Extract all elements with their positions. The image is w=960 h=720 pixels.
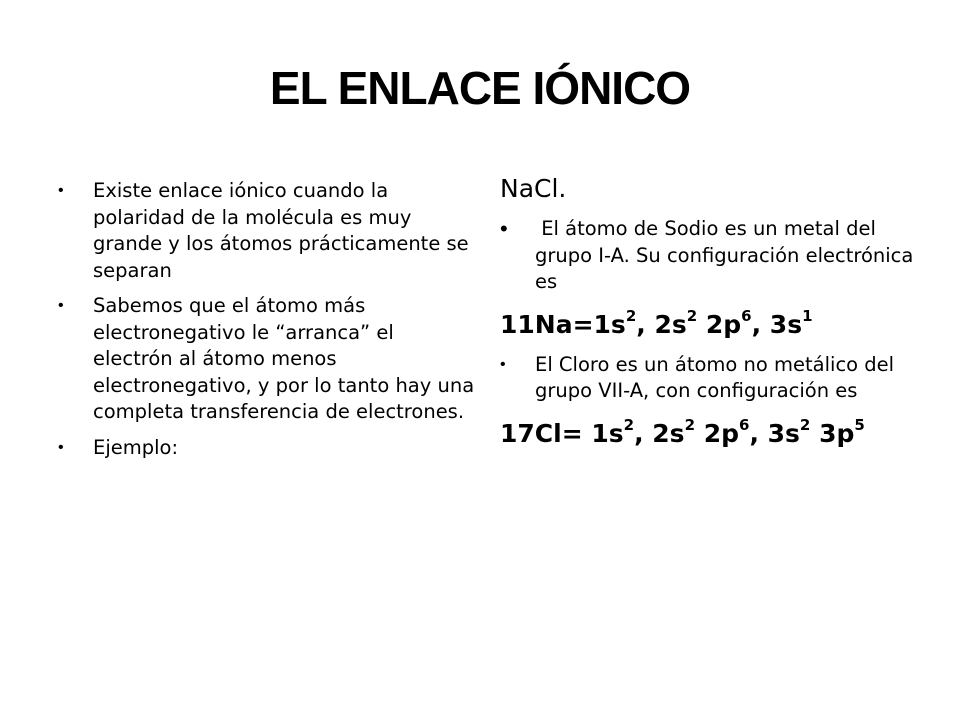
bullet-text: El átomo de Sodio es un metal del grupo I-A. Su configuración electrónica es xyxy=(535,217,920,293)
formula-part: 3p xyxy=(810,418,855,448)
bullet-text: Sabemos que el átomo más electronegativo le “arranca” el electrón al átomo menos electronegativo, y por lo tanto hay una completa transferencia de electrones. xyxy=(93,294,475,423)
formula-part: 17Cl= 1s xyxy=(500,418,624,448)
bullet-icon: • xyxy=(58,438,64,456)
bullet-item xyxy=(58,178,478,284)
slide-title: EL ENLACE IÓNICO xyxy=(269,62,691,114)
right-column xyxy=(500,172,920,461)
bullet-item xyxy=(58,293,478,426)
compound-label: NaCl. xyxy=(500,174,567,203)
left-column xyxy=(58,178,478,470)
formula-part: 11Na=1s xyxy=(500,309,626,339)
bullet-icon: • xyxy=(500,216,508,241)
chlorine-description xyxy=(500,352,920,405)
chlorine-configuration xyxy=(500,416,920,449)
bullet-icon: • xyxy=(58,297,64,314)
sodium-configuration xyxy=(500,307,920,340)
formula-part: , 2s xyxy=(636,309,687,339)
formula-superscript: 2 xyxy=(625,307,637,326)
bullet-text: El Cloro es un átomo no metálico del grupo VII-A, con configuración es xyxy=(535,352,895,402)
formula-part: 2p xyxy=(697,309,742,339)
bullet-icon: • xyxy=(58,182,64,199)
formula-part: , 3s xyxy=(749,418,800,448)
formula-superscript: 1 xyxy=(802,307,813,326)
formula-superscript: 2 xyxy=(684,416,695,435)
formula-superscript: 2 xyxy=(623,416,635,435)
formula-superscript: 2 xyxy=(799,416,811,435)
bullet-text: Ejemplo: xyxy=(93,435,179,459)
formula-superscript: 5 xyxy=(854,416,865,435)
formula-superscript: 6 xyxy=(739,416,750,435)
formula-part: , 3s xyxy=(751,309,803,339)
formula-part: 2p xyxy=(695,418,739,448)
bullet-icon: • xyxy=(500,355,506,373)
bullet-text: Existe enlace iónico cuando la polaridad de la molécula es muy grande y los átomos prácticamente se separan xyxy=(93,179,469,282)
sodium-description xyxy=(500,216,920,296)
bullet-item xyxy=(58,435,478,462)
formula-part: , 2s xyxy=(634,418,685,448)
formula-superscript: 6 xyxy=(741,307,752,326)
formula-superscript: 2 xyxy=(686,307,698,326)
